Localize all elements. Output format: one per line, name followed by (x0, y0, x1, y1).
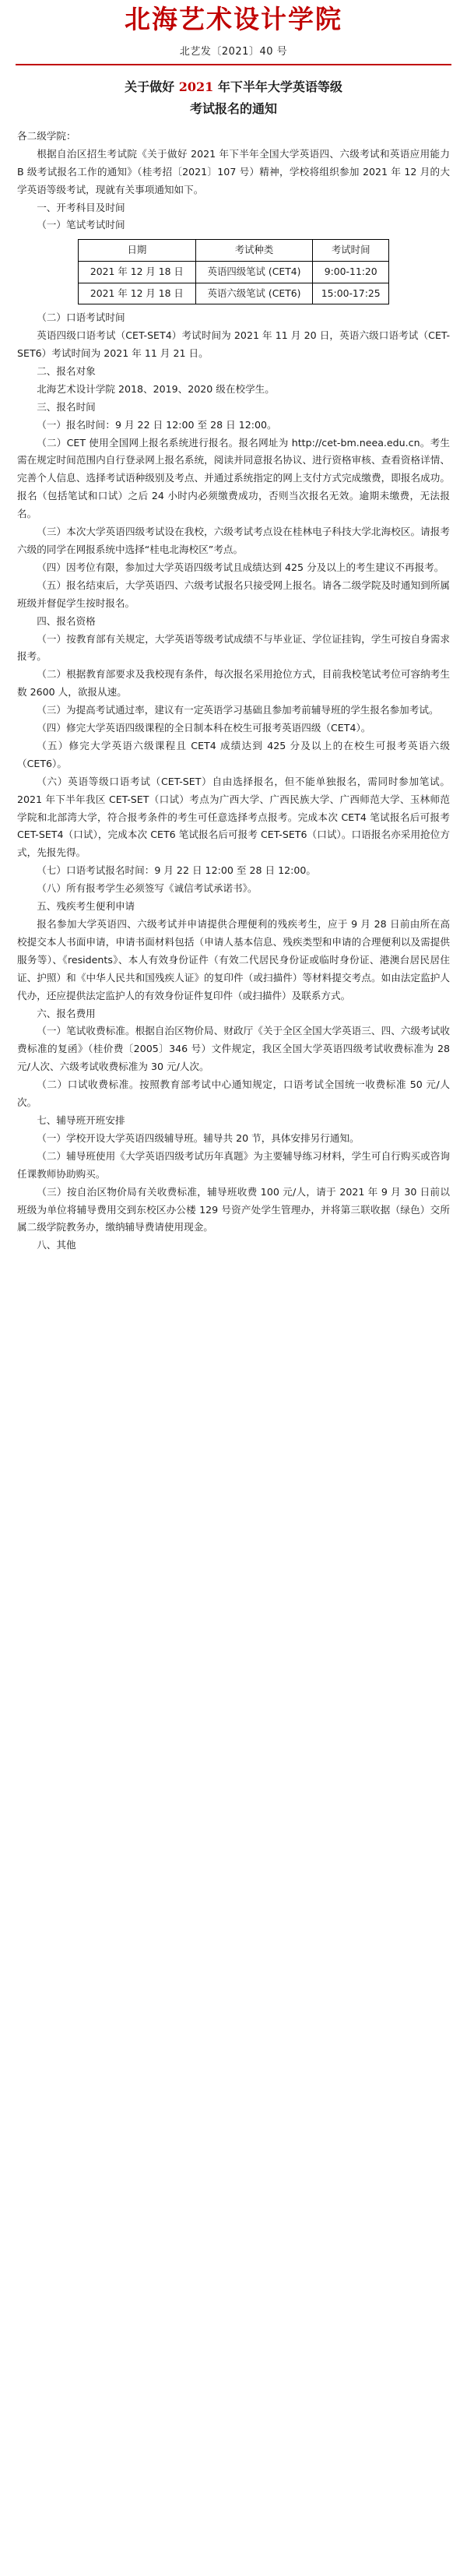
registration-time: （一）报名时间：9 月 22 日 12:00 至 28 日 12:00。 (37, 418, 277, 431)
qualification-5: （五）修完大学英语六级课程且 CET4 成绩达到 425 分及以上的在校生可报考英语六级（CET6）。 (17, 739, 450, 769)
online-only-note: （五）报名结束后，大学英语四、六级考试报名只接受网上报名。请各二级学院及时通知到所属班级并督促学生按时报名。 (17, 579, 450, 609)
salutation: 各二级学院： (17, 129, 76, 142)
subsection-oral-exam-time: （二）口语考试时间 (37, 311, 125, 324)
intro-paragraph: 根据自治区招生考试院《关于做好 2021 年下半年全国大学英语四、六级考试和英语应用能力 B 级考试报名工作的通知》（桂考招〔2021〕107 号）精神，学校将组织参加 2021 年 12 月的大学英语等级考试，现就有关事项通知如下。 (17, 147, 450, 195)
page-title-line2: 考试报名的通知 (189, 100, 277, 116)
registration-targets: 北海艺术设计学院 2018、2019、2020 级在校学生。 (37, 382, 275, 395)
cell-exam-type: 英语四级笔试 (CET4) (195, 261, 313, 283)
table-row (79, 261, 389, 283)
cell-exam-type: 英语六级笔试 (CET6) (195, 283, 313, 304)
cell-date: 2021 年 12 月 18 日 (79, 283, 196, 304)
column-header-exam-time: 考试时间 (313, 240, 389, 262)
subsection-written-exam-time: （一）笔试考试时间 (37, 219, 125, 231)
cell-exam-time: 9:00-11:20 (313, 261, 389, 283)
registration-system: （二）CET 使用全国网上报名系统进行报名。报名网址为 http://cet-bm.neea.edu.cn。考生需在规定时间范围内自行登录网上报名系统，阅读并同意报名协议、进行资格审核、查看资格详情、完善个人信息、选择考试语种级别及考点、并通过系统指定的网上支付方式完成缴费，即报名成功。报名（包括笔试和口试）之后 24 小时内必须缴费成功，否则当次报名无效。逾期未缴费，无法报名。 (17, 436, 450, 520)
document-content (17, 128, 450, 1255)
section-heading-7: 七、辅导班开班安排 (37, 1114, 125, 1126)
qualification-4: （四）修完大学英语四级课程的全日制本科在校生可报考英语四级（CET4）。 (37, 722, 371, 734)
column-header-exam-type: 考试种类 (195, 240, 313, 262)
page-title-line1-post: 年下半年大学英语等级 (213, 79, 342, 94)
qualification-3: （三）为提高考试通过率，建议有一定英语学习基础且参加考前辅导班的学生报名参加考试。 (37, 704, 439, 716)
cell-date: 2021 年 12 月 18 日 (79, 261, 196, 283)
section-heading-4: 四、报名资格 (37, 614, 96, 627)
exam-site-note: （三）本次大学英语四级考试设在我校，六级考试考点设在桂林电子科技大学北海校区。请报考六级的同学在网报系统中选择“桂电北海校区”考点。 (17, 526, 450, 555)
oral-registration-time: （七）口语考试报名时间：9 月 22 日 12:00 至 28 日 12:00。 (37, 864, 316, 877)
tutoring-class-2: （二）辅导班使用《大学英语四级考试历年真题》为主要辅导练习材料，学生可自行购买或咨询任课教师协助购买。 (17, 1149, 450, 1180)
section-heading-6: 六、报名费用 (37, 1007, 96, 1019)
written-exam-fee: （一）笔试收费标准。根据自治区物价局、财政厅《关于全区全国大学英语三、四、六级考试收费标准的复函》（桂价费〔2005〕346 号）文件规定，我区全国大学英语四级考试收费标准为 28 元/人次、六级考试收费标准为 30 元/人次。 (17, 1025, 450, 1073)
cell-exam-time: 15:00-17:25 (313, 283, 389, 304)
section-heading-1: 一、开考科目及时间 (37, 201, 125, 213)
oral-exam-time-detail: 英语四级口语考试（CET-SET4）考试时间为 2021 年 11 月 20 日，英语六级口语考试（CET-SET6）考试时间为 2021 年 11 月 21 日。 (17, 329, 450, 360)
disabled-applicant-detail: 报名参加大学英语四、六级考试并申请提供合理便利的残疾考生，应于 9 月 28 日前由所在高校提交本人书面申请，申请书面材料包括（申请人基本信息、残疾类型和申请的合理便利以及需提供服务等）、《residents》、本人有效身份证件（有效二代居民身份证或临时身份证、港澳台居民居住证、护照）和《中华人民共和国残疾人证》的复印件（或扫描件）等材料提交考点。如由法定监护人代办，还应提供法定监护人的有效身份证件复印件（或扫描件）及联系方式。 (17, 918, 450, 1001)
tutoring-class-1: （一）学校开设大学英语四级辅导班。辅导共 20 节，具体安排另行通知。 (37, 1131, 360, 1144)
section-heading-5: 五、残疾考生便利申请 (37, 900, 135, 913)
page-title-year: 2021 (178, 79, 214, 94)
organization-name: 北海艺术设计学院 (125, 4, 342, 34)
section-heading-3: 三、报名时间 (37, 400, 96, 413)
integrity-pledge: （八）所有报考学生必须签写《诚信考试承诺书》。 (37, 882, 258, 895)
red-divider-line (16, 64, 451, 65)
exam-schedule-table-wrapper (17, 239, 450, 304)
table-header-row (79, 240, 389, 262)
table-row (79, 283, 389, 304)
section-heading-2: 二、报名对象 (37, 364, 96, 377)
oral-exam-fee: （二）口试收费标准。按照教育部考试中心通知规定，口语考试全国统一收费标准 50 元/人次。 (17, 1079, 450, 1109)
tutoring-class-3: （三）按自治区物价局有关收费标准，辅导班收费 100 元/人，请于 2021 年 9 月 30 日前以班级为单位将辅导费用交到东校区办公楼 129 号资产处学生管理办，并将第三联收据（绿色）交所属二级学院教务办，缴纳辅导费请使用现金。 (17, 1185, 450, 1233)
section-heading-8: 八、其他 (37, 1239, 76, 1251)
column-header-date: 日期 (79, 240, 196, 262)
document-banner (0, 0, 467, 38)
exam-schedule-table (78, 239, 389, 304)
qualification-2: （二）根据教育部要求及我校现有条件，每次报名采用抢位方式，目前我校笔试考位可容纳考生数 2600 人，欲报从速。 (17, 668, 450, 699)
page-title-line1-pre: 关于做好 (125, 79, 179, 94)
qualification-6: （六）英语等级口语考试（CET-SET）自由选择报名，但不能单独报名，需同时参加笔试。2021 年下半年我区 CET-SET（口试）考点为广西大学、广西民族大学、广西师范大学、玉林师范学院和北部湾大学，符合报考条件的考生可任意选择考点报考。完成本次 CET4 笔试报名后可报考 CET-SET4（口试），完成本次 CET6 笔试报名后可报考 CET-SET6（口试）。口语报名亦采用抢位方式，先报先得。 (17, 775, 450, 859)
qualification-1: （一）按教育部有关规定，大学英语等级考试成绩不与毕业证、学位证挂钩，学生可按自身需求报考。 (17, 632, 450, 663)
page-title (31, 76, 436, 120)
seat-limit-note: （四）因考位有限，参加过大学英语四级考试且成绩达到 425 分及以上的考生建议不再报考。 (37, 561, 444, 573)
document-number: 北艺发〔2021〕40 号 (179, 45, 288, 58)
